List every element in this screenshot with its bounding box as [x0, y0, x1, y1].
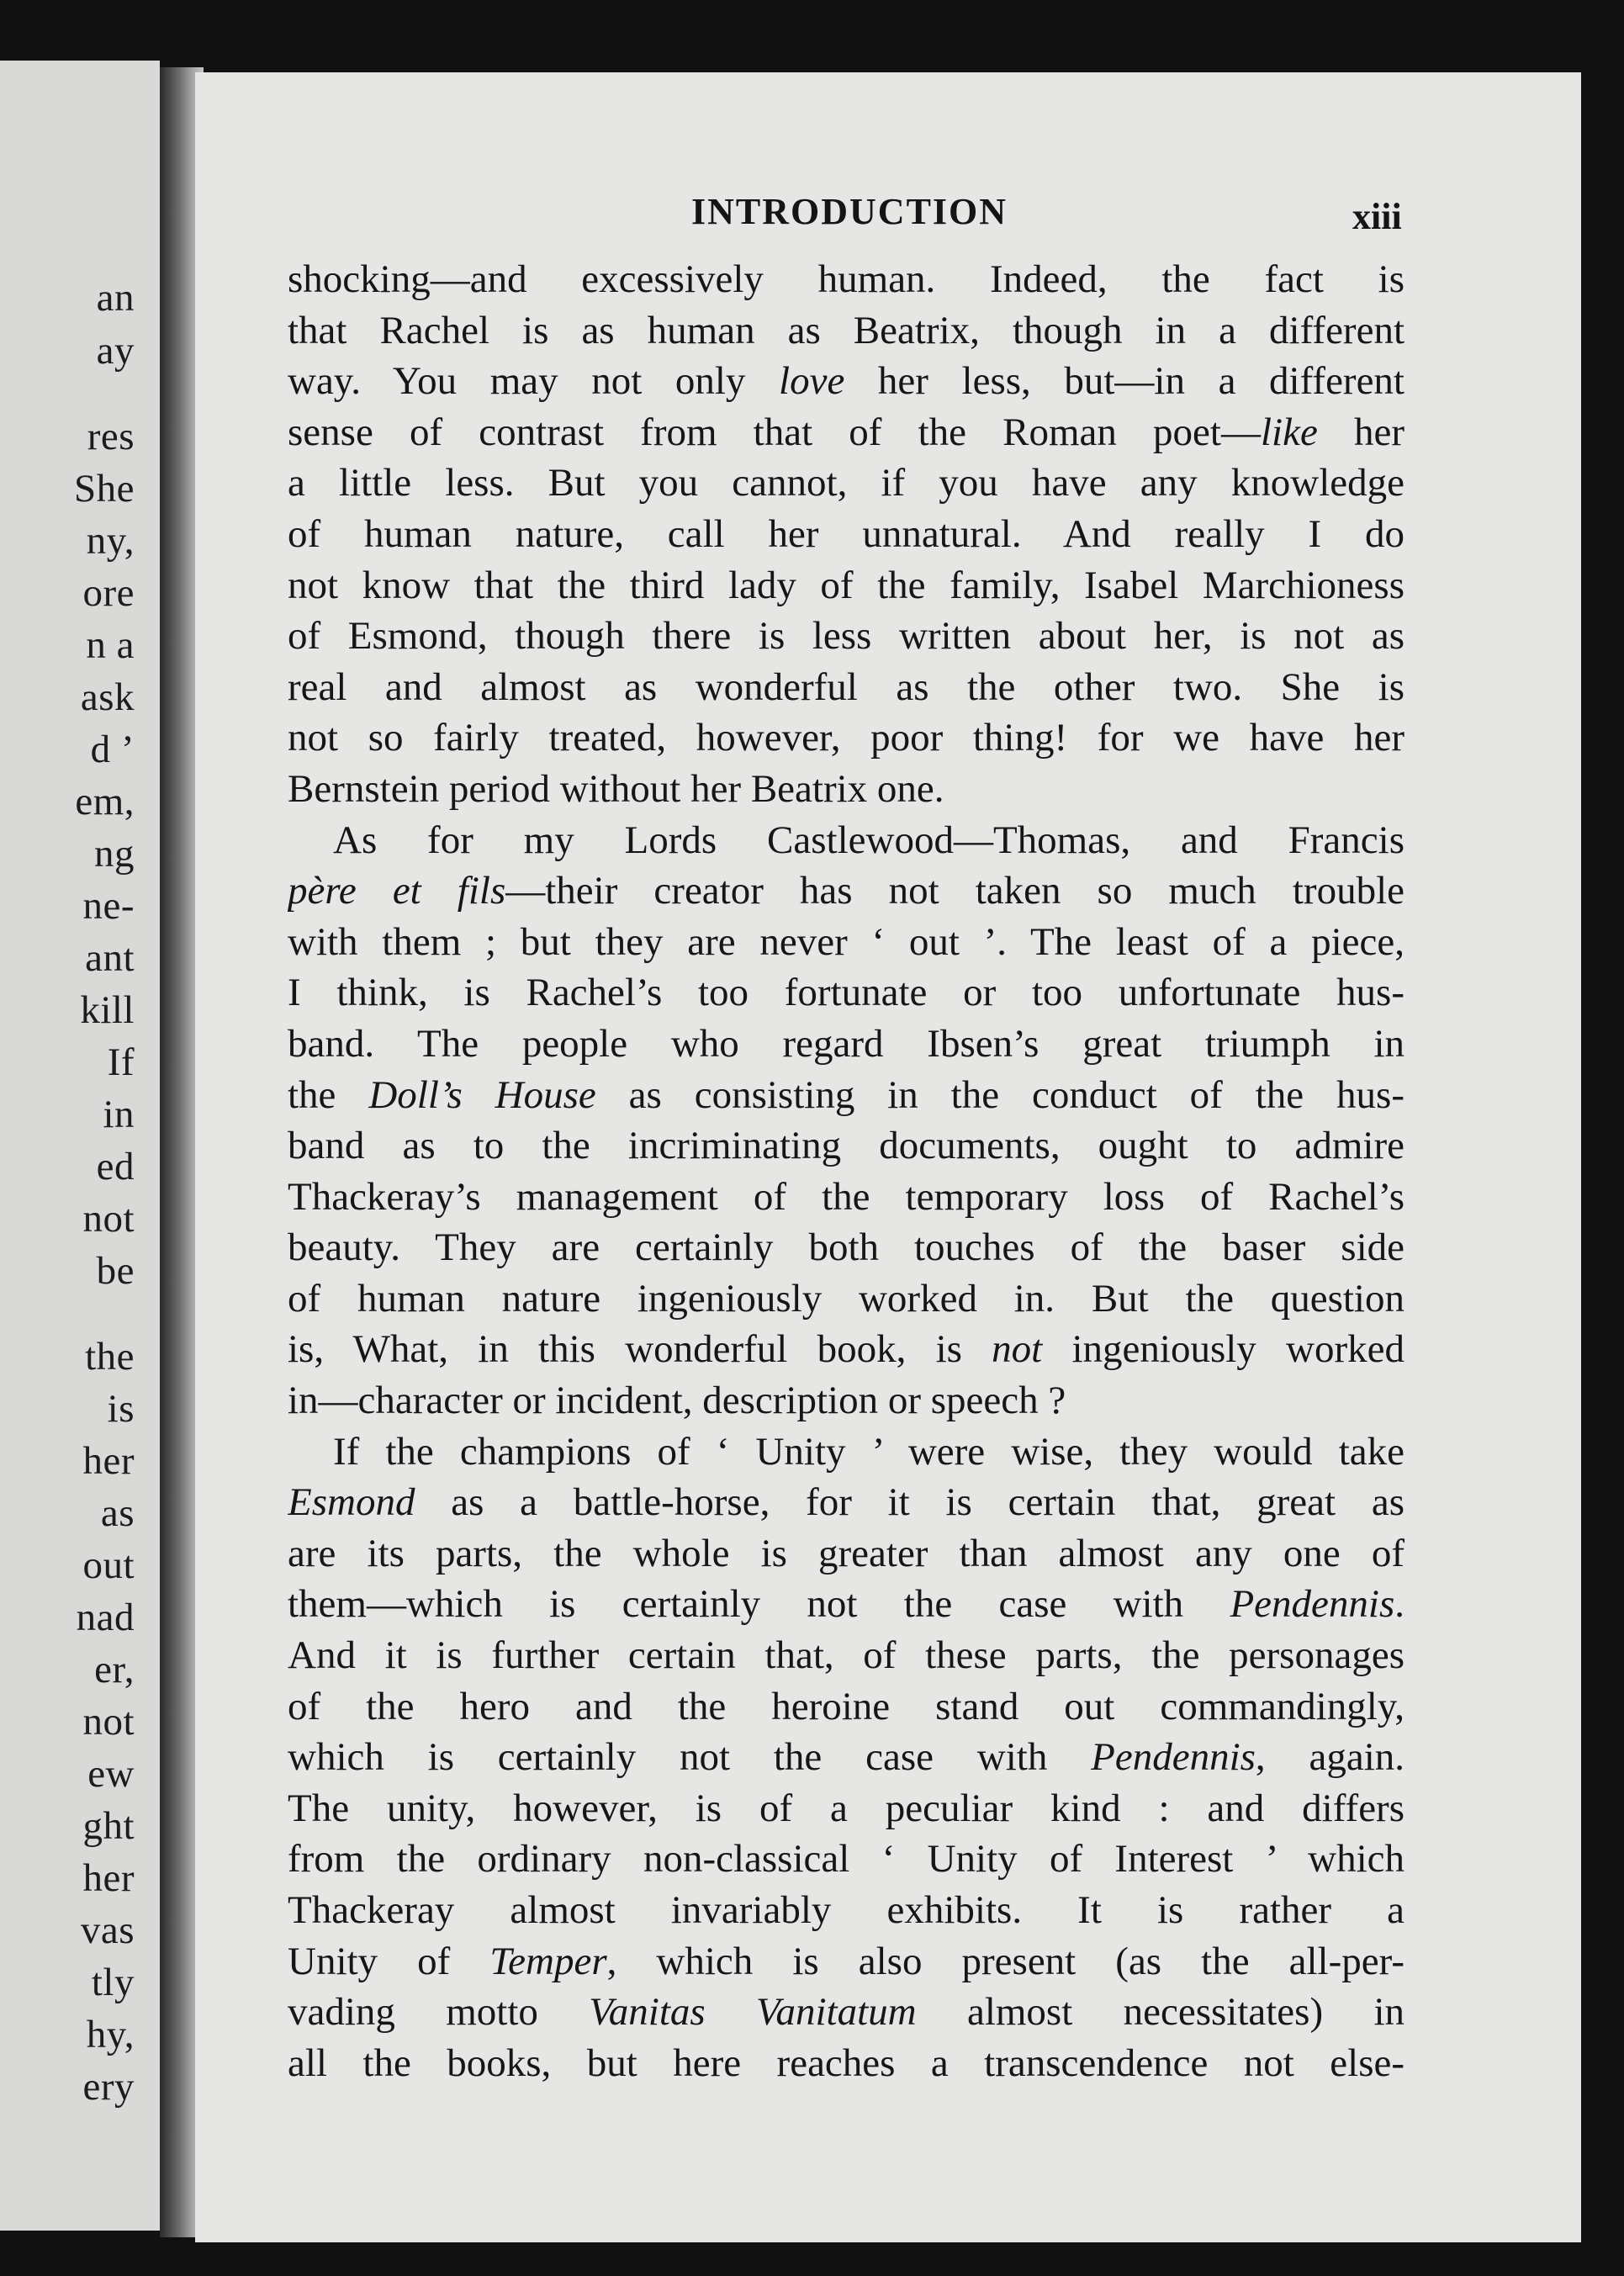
text-line [288, 1936, 1404, 1988]
facing-page-line-fragment: ask [80, 675, 135, 719]
text-line [288, 1019, 1404, 1070]
text-line [288, 254, 1404, 305]
text-line [288, 1222, 1404, 1273]
text-run: as a battle-horse, for it is certain that, great as [415, 1480, 1404, 1525]
facing-page-left [0, 61, 160, 2231]
facing-page-line-fragment: ng [94, 832, 135, 876]
body-text [288, 254, 1404, 2088]
facing-page-line-fragment: in [103, 1093, 135, 1136]
facing-page-line-fragment: d ’ [90, 728, 135, 771]
text-run: in—character or incident, description or speech ? [288, 1379, 1066, 1423]
text-run: with them ; but they are never ‘ out ’. The least of a piece, [288, 919, 1404, 964]
text-line [288, 1070, 1404, 1121]
text-line [288, 662, 1404, 713]
text-run: band as to the incriminating documents, ought to admire [288, 1124, 1404, 1168]
text-run: Bernstein period without her Beatrix one. [288, 766, 944, 811]
text-line [288, 712, 1404, 764]
facing-page-line-fragment: ay [96, 329, 135, 373]
facing-page-line-fragment: hy, [86, 2013, 135, 2056]
text-run: Thackeray’s management of the temporary loss of Rachel’s [288, 1174, 1404, 1219]
text-run: of human nature ingeniously worked in. But the question [288, 1276, 1404, 1321]
facing-page-line-fragment: nad [76, 1596, 135, 1639]
facing-page-line-fragment: ew [87, 1752, 135, 1796]
text-run: As for my Lords Castlewood—Thomas, and Francis [333, 818, 1404, 862]
facing-page-line-fragment: vas [80, 1908, 135, 1952]
facing-page-line-fragment: her [82, 1439, 135, 1483]
text-run: the [288, 1072, 369, 1117]
text-line [288, 1477, 1404, 1528]
italic-text: Vanitas Vanitatum [589, 1990, 917, 2035]
facing-page-line-fragment: er, [94, 1648, 135, 1691]
text-line [288, 458, 1404, 509]
facing-page-line-fragment: her [82, 1856, 135, 1900]
italic-text: Pendennis [1230, 1582, 1395, 1627]
text-run: shocking—and excessively human. Indeed, the fact is [288, 257, 1404, 301]
text-line [288, 1528, 1404, 1580]
facing-page-line-fragment: ne- [82, 884, 135, 928]
text-line [288, 1783, 1404, 1834]
text-run: that Rachel is as human as Beatrix, though in a different [288, 308, 1404, 352]
text-run: of Esmond, though there is less written about her, is not as [288, 614, 1404, 659]
text-line [288, 407, 1404, 458]
facing-page-line-fragment: ore [82, 571, 135, 615]
text-run: is, What, in this wonderful book, is [288, 1327, 992, 1372]
text-line [288, 1987, 1404, 2038]
facing-page-line-fragment: ant [85, 936, 135, 980]
text-run: almost necessitates) in [916, 1990, 1404, 2035]
text-run: which is certainly not the case with [288, 1735, 1092, 1780]
facing-page-line-fragment: She [74, 467, 135, 511]
text-run: , again. [1255, 1735, 1404, 1780]
text-line [288, 1375, 1404, 1426]
text-run: . [1394, 1582, 1404, 1627]
facing-page-line-fragment: If [107, 1040, 135, 1084]
text-run: them—which is certainly not the case with [288, 1582, 1230, 1627]
text-line [288, 509, 1404, 560]
facing-page-line-fragment: ed [96, 1145, 135, 1188]
text-run: of the hero and the heroine stand out commandingly, [288, 1684, 1404, 1728]
text-run: vading motto [288, 1990, 590, 2035]
facing-page-line-fragment: ny, [86, 519, 135, 563]
facing-page-line-fragment: the [85, 1335, 135, 1379]
text-line [288, 1172, 1404, 1223]
text-line [288, 1324, 1404, 1375]
text-run: —their creator has not taken so much trouble [505, 869, 1404, 913]
text-line [288, 611, 1404, 662]
text-line [288, 815, 1404, 866]
text-line [288, 1273, 1404, 1325]
text-line [288, 1426, 1404, 1478]
text-run: from the ordinary non-classical ‘ Unity of Interest ’ which [288, 1837, 1404, 1882]
text-run: not know that the third lady of the family, Isabel Marchioness [288, 563, 1404, 607]
text-run: are its parts, the whole is greater than almost any one of [288, 1531, 1404, 1575]
text-run: If the champions of ‘ Unity ’ were wise, they would take [333, 1429, 1404, 1474]
page-number: xiii [1352, 196, 1402, 237]
facing-page-line-fragment: out [82, 1543, 135, 1587]
text-run: not so fairly treated, however, poor thing! for we have her [288, 716, 1404, 760]
text-line [288, 305, 1404, 357]
italic-text: love [779, 359, 845, 404]
text-line [288, 1681, 1404, 1733]
text-run: Unity of [288, 1939, 490, 1983]
text-line [288, 560, 1404, 611]
italic-text: Temper [489, 1939, 607, 1983]
running-head: INTRODUCTION [691, 191, 1008, 232]
italic-text: père et fils [288, 869, 506, 913]
text-line [288, 1120, 1404, 1172]
facing-page-line-fragment: em, [75, 780, 135, 823]
facing-page-line-fragment: ery [82, 2065, 135, 2109]
text-run: all the books, but here reaches a transcendence not else- [288, 2040, 1404, 2085]
text-run: her [1317, 410, 1404, 454]
text-run: way. You may not only [288, 359, 780, 404]
text-line [288, 1732, 1404, 1783]
text-line [288, 1630, 1404, 1681]
text-run: of human nature, call her unnatural. And really I do [288, 511, 1404, 556]
text-line [288, 2038, 1404, 2089]
facing-page-line-fragment: not [82, 1700, 135, 1744]
italic-text: Esmond [288, 1480, 415, 1525]
facing-page-line-fragment: n a [86, 623, 135, 667]
text-line [288, 1834, 1404, 1885]
italic-text: not [992, 1327, 1043, 1372]
text-run: And it is further certain that, of these parts, the personages [288, 1633, 1404, 1678]
text-line [288, 1579, 1404, 1630]
text-run: her less, but—in a different [844, 359, 1404, 404]
facing-page-line-fragment: tly [91, 1961, 135, 2004]
book-page [195, 72, 1581, 2242]
text-run: as consisting in the conduct of the hus- [595, 1072, 1404, 1117]
facing-page-line-fragment: res [87, 415, 135, 458]
facing-page-line-fragment: not [82, 1197, 135, 1241]
text-run: ingeniously worked [1042, 1327, 1404, 1372]
facing-page-line-fragment: as [100, 1491, 135, 1535]
text-run: band. The people who regard Ibsen’s great triumph in [288, 1021, 1404, 1066]
text-run: a little less. But you cannot, if you have any knowledge [288, 461, 1404, 505]
facing-page-line-fragment: be [96, 1249, 135, 1293]
facing-page-line-fragment: ght [82, 1804, 135, 1848]
text-run: I think, is Rachel’s too fortunate or too unfortunate hus- [288, 971, 1404, 1015]
text-line [288, 764, 1404, 815]
text-line [288, 865, 1404, 917]
facing-page-line-fragment: an [96, 276, 135, 320]
text-line [288, 967, 1404, 1019]
facing-page-line-fragment: is [107, 1387, 135, 1431]
text-line [288, 1885, 1404, 1936]
text-run: sense of contrast from that of the Roman poet— [288, 410, 1261, 454]
text-run: The unity, however, is of a peculiar kind : and differs [288, 1786, 1404, 1830]
text-run: real and almost as wonderful as the other two. She is [288, 664, 1404, 709]
facing-page-line-fragment: kill [80, 988, 135, 1032]
text-run: , which is also present (as the all-per- [606, 1939, 1404, 1983]
text-run: Thackeray almost invariably exhibits. It is rather a [288, 1888, 1404, 1932]
italic-text: like [1260, 410, 1318, 454]
italic-text: Pendennis [1091, 1735, 1256, 1780]
text-line [288, 356, 1404, 407]
italic-text: Doll’s House [368, 1072, 596, 1117]
text-run: beauty. They are certainly both touches of the baser side [288, 1225, 1404, 1270]
text-line [288, 917, 1404, 968]
